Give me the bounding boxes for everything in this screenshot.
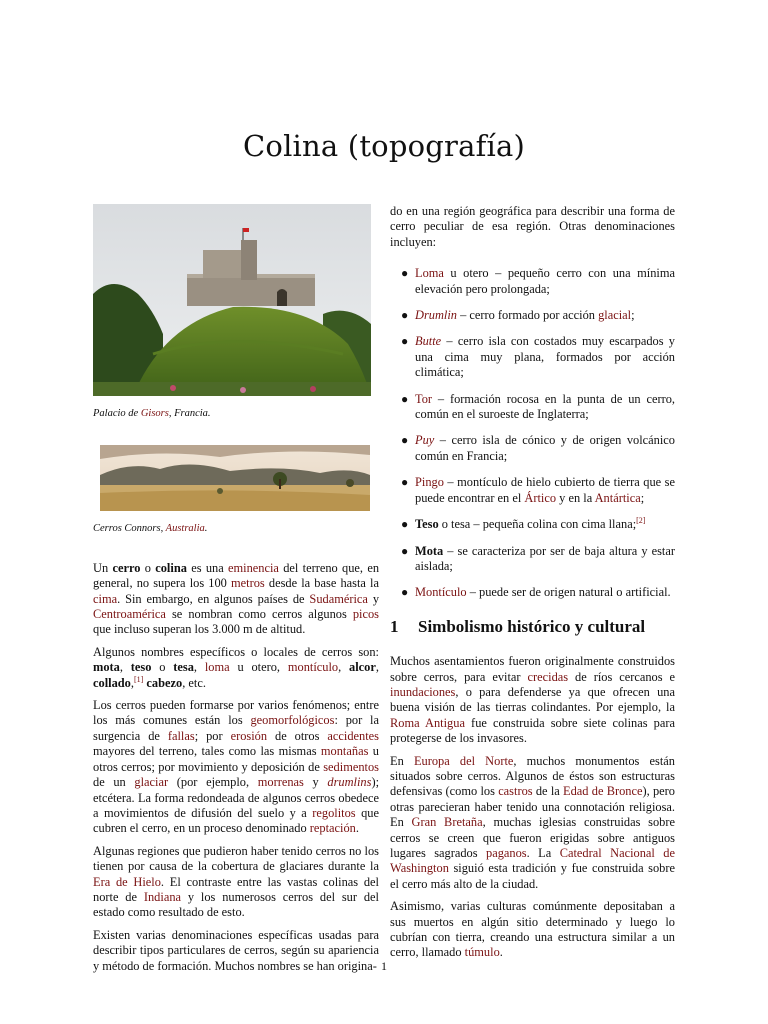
text: ;: [631, 308, 635, 323]
term-cerro: cerro: [112, 560, 141, 575]
text: En: [390, 753, 414, 768]
text: desde la base hasta la: [264, 576, 379, 591]
australia-link[interactable]: Australia: [165, 523, 205, 535]
caption-text: .: [204, 523, 208, 535]
text: – cerro isla con costados muy escarpados y una cima muy plana, formados por acción climática;: [415, 334, 675, 380]
paganos-link[interactable]: paganos: [486, 846, 527, 860]
gran-bretana-link[interactable]: Gran Bretaña: [411, 815, 483, 830]
gisors-castle-image: [93, 204, 371, 396]
text: y los numerosos cerros del sur del estado como resultado de esto.: [93, 889, 379, 920]
right-column: [390, 204, 675, 968]
section-heading: [390, 616, 675, 636]
term: cabezo: [146, 675, 183, 690]
paragraph-denominations: Existen varias denominaciones específicas usadas para describir tipos particulares de cerros, según su apariencia y método de formación. Muchos nombres se han origina-: [93, 927, 379, 973]
text: del terreno que, en general, no supera los 100: [93, 560, 380, 591]
list-item: [390, 433, 675, 464]
text: Los cerros pueden formarse por varios fenómenos; entre los más comunes están los: [93, 698, 379, 728]
list-item: [390, 308, 675, 323]
bullet-icon: ●: [401, 433, 409, 448]
text: u otero – pequeño cerro con una mínima elevación pero prolongada;: [415, 266, 675, 296]
text: – puede ser de origen natural o artificial.: [466, 585, 671, 600]
tor-link[interactable]: Tor: [415, 391, 433, 406]
text: ,: [375, 660, 379, 675]
erosion-link[interactable]: erosión: [230, 728, 268, 743]
term-colina: colina: [155, 560, 187, 575]
morrenas-link[interactable]: morrenas: [257, 775, 304, 790]
glacial-link[interactable]: glacial: [598, 308, 632, 323]
paragraph-formation: [93, 698, 379, 837]
text: – cerro isla de cónico y de origen volcánico común en Francia;: [415, 433, 675, 463]
edad-de-bronce-link[interactable]: Edad de Bronce: [563, 784, 643, 799]
text: ,: [119, 660, 131, 675]
castros-link[interactable]: castros: [498, 784, 533, 799]
text: fue construida sobre siete colinas para protegerse de los invasores.: [390, 715, 676, 746]
figure-caption: [93, 521, 379, 536]
section-title: Simbolismo histórico y cultural: [418, 616, 646, 636]
bullet-icon: ●: [401, 517, 409, 532]
bullet-icon: ●: [401, 308, 409, 323]
text: Un: [93, 560, 113, 575]
text: – cerro formado por acción: [457, 308, 599, 323]
list-item: [390, 475, 675, 506]
section-number: 1: [390, 616, 399, 636]
text: – montículo de hielo cubierto de tierra que se puede encontrar en el: [415, 475, 675, 505]
text: : por la surgencia de: [93, 713, 379, 743]
bullet-icon: ●: [401, 391, 409, 406]
text: u otero,: [229, 660, 288, 675]
list-item: [390, 544, 675, 575]
text: . El contraste entre las vastas colinas del norte de: [93, 874, 379, 904]
paragraph-burial: [390, 899, 675, 961]
bullet-icon: ●: [401, 266, 409, 281]
text: y: [367, 591, 380, 606]
connors-hills-image: [100, 445, 370, 511]
text: .: [499, 945, 503, 960]
artico-link[interactable]: Ártico: [524, 490, 557, 505]
text: – se caracteriza por ser de baja altura y estar aislada;: [415, 543, 675, 573]
text: ;: [640, 490, 645, 505]
text: se nombran como cerros algunos: [165, 607, 353, 622]
list-item: [390, 585, 675, 600]
left-column: [93, 204, 379, 981]
text: que cubren el cerro, en un proceso denominado: [93, 805, 379, 836]
eminencia-link[interactable]: eminencia: [228, 560, 279, 575]
text: es una: [186, 560, 229, 575]
text: ), pero otras parecieran haber tenido una connotación religiosa. En: [390, 784, 675, 830]
term: teso: [130, 660, 152, 675]
tumulo-link[interactable]: túmulo: [464, 945, 500, 960]
reptacion-link[interactable]: reptación: [309, 821, 356, 836]
text: (por ejemplo,: [168, 775, 258, 790]
text: , muchas iglesias construidas sobre cerros se creen que fueron erigidas sobre antiguos lugares sagrados: [390, 815, 675, 860]
picos-link[interactable]: picos: [352, 607, 379, 622]
text: Algunos nombres específicos o locales de cerros son:: [93, 644, 379, 659]
text: que incluso superan los 3.000 m de altitud.: [93, 622, 306, 637]
term: alcor: [349, 660, 376, 675]
text: , muchos monumentos están situados sobre cerros. Algunos de éstos son estructuras defensivas (como los: [390, 753, 675, 799]
puy-link[interactable]: Puy: [415, 433, 435, 448]
text: y: [303, 775, 328, 790]
loma-link[interactable]: Loma: [415, 266, 444, 281]
text: .: [355, 821, 359, 836]
text: , o para defenderse ya que ofrecen una buena visión de las tierras colindantes. Por ejemplo, la: [390, 684, 675, 715]
bullet-icon: ●: [401, 585, 409, 600]
text: o: [151, 660, 174, 675]
paragraph-settlements: [390, 654, 675, 746]
text: o tesa – pequeña colina con cima llana;: [438, 517, 637, 532]
text: u otros cerros; por movimiento y deposición de: [93, 744, 379, 774]
text: y en la: [556, 490, 595, 505]
crecidas-link[interactable]: crecidas: [527, 669, 569, 684]
text: Muchos asentamientos fueron originalmente construidos sobre cerros, para evitar: [390, 654, 675, 684]
paragraph-definition: [93, 561, 379, 638]
centroamerica-link[interactable]: Centroamérica: [93, 607, 166, 622]
gisors-link[interactable]: Gisors: [140, 408, 169, 419]
text: ); etcétera. La forma redondeada de algunos cerros obedece a movimientos de difusión del suelo y a: [93, 775, 380, 820]
loma-link[interactable]: loma: [204, 660, 230, 675]
paragraph-names: [93, 645, 379, 691]
drumlin-link[interactable]: Drumlin: [415, 308, 457, 323]
text: de ríos cercanos e: [568, 669, 676, 684]
caption-text: , Francia.: [168, 408, 211, 419]
text: ,: [193, 660, 205, 675]
indiana-link[interactable]: Indiana: [143, 889, 182, 904]
europa-del-norte-link[interactable]: Europa del Norte: [413, 753, 514, 768]
roma-antigua-link[interactable]: Roma Antigua: [390, 715, 465, 730]
term-teso: Teso: [415, 517, 439, 532]
text: , etc.: [182, 675, 206, 690]
sedimentos-link[interactable]: sedimentos: [323, 759, 379, 774]
sudamerica-link[interactable]: Sudamérica: [309, 591, 368, 606]
antartica-link[interactable]: Antártica: [594, 490, 641, 505]
reference-1[interactable]: [1]: [133, 674, 144, 684]
geomorfologicos-link[interactable]: geomorfológicos: [250, 713, 335, 728]
text: mayores del terreno, tales como las mismas: [93, 744, 321, 759]
paragraph-europe: [390, 754, 675, 893]
bullet-icon: ●: [401, 543, 409, 558]
list-item: [390, 334, 675, 380]
text: ; por: [194, 728, 231, 743]
bullet-icon: ●: [401, 334, 409, 349]
text: ,: [130, 675, 134, 690]
inundaciones-link[interactable]: inundaciones: [390, 684, 456, 699]
text: – formación rocosa en la punta de un cerro, común en el suroeste de Inglaterra;: [415, 391, 675, 422]
drumlins-link[interactable]: drumlins: [327, 775, 372, 790]
monticulo-link[interactable]: montículo: [287, 660, 339, 675]
era-de-hielo-link[interactable]: Era de Hielo: [93, 874, 161, 889]
cima-link[interactable]: cima: [93, 591, 118, 606]
monticulo-link[interactable]: Montículo: [415, 585, 467, 600]
caption-text: Palacio de: [93, 408, 141, 419]
list-item: [390, 517, 675, 532]
paragraph-glaciers: [93, 844, 379, 921]
metros-link[interactable]: metros: [231, 576, 265, 591]
montanas-link[interactable]: montañas: [320, 744, 369, 759]
text: siguió esta tradición y fue construida sobre el cerro más alto de la ciudad.: [390, 861, 675, 891]
figure-caption: [93, 406, 379, 421]
fallas-link[interactable]: fallas: [167, 728, 195, 743]
text: de un: [93, 775, 135, 790]
page-title: Colina (topografía): [243, 129, 525, 164]
list-item: [390, 392, 675, 423]
regolitos-link[interactable]: regolitos: [312, 805, 356, 820]
term: collado: [93, 675, 131, 690]
text: . La: [526, 846, 560, 860]
term-mota: Mota: [415, 543, 444, 558]
page-number: 1: [381, 959, 387, 973]
term: mota: [93, 660, 120, 675]
paragraph-continuation: do en una región geográfica para describir una forma de cerro peculiar de esa región. Otras denominaciones incluyen:: [390, 204, 675, 249]
text: de la: [532, 784, 564, 799]
caption-text: Cerros Connors,: [93, 523, 166, 535]
reference-2[interactable]: [2]: [636, 515, 646, 525]
text: . Sin embargo, en algunos países de: [117, 591, 310, 606]
terms-list: [390, 266, 675, 601]
pingo-link[interactable]: Pingo: [415, 475, 444, 490]
accidentes-link[interactable]: accidentes: [327, 728, 379, 743]
catedral-washington-link[interactable]: Catedral Nacional de Washington: [390, 846, 675, 876]
list-item: [390, 266, 675, 297]
glaciar-link[interactable]: glaciar: [134, 775, 169, 790]
text: ,: [338, 660, 350, 675]
butte-link[interactable]: Butte: [415, 334, 442, 349]
text: o: [140, 560, 156, 575]
text: de otros: [267, 728, 328, 743]
text: Asimismo, varias culturas comúnmente depositaban a sus muertos en algún sitio determinado y luego lo cubrían con tierra, creando una estructura similar a un cerro, llamado: [390, 899, 675, 960]
term: tesa: [173, 660, 194, 675]
bullet-icon: ●: [401, 475, 409, 490]
text: Algunas regiones que pudieron haber tenido cerros no los tienen por causa de la cobertura de glaciares durante la: [93, 843, 379, 874]
